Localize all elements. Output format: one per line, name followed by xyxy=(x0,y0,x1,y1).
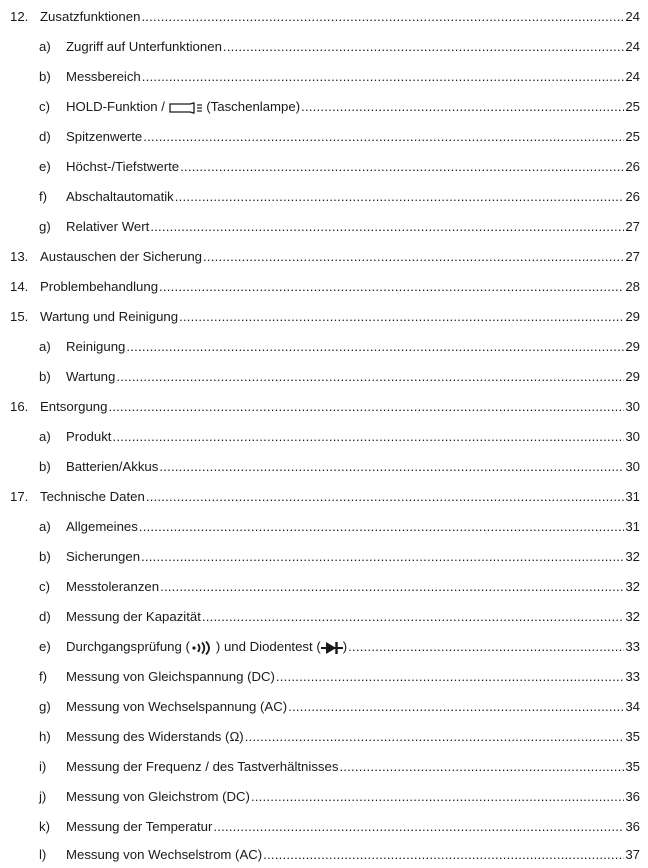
toc-title: Problembehandlung xyxy=(40,279,159,294)
toc-number: g) xyxy=(39,219,51,234)
toc-number: 16. xyxy=(10,399,29,414)
toc-number: d) xyxy=(39,129,51,144)
toc-title: Messbereich xyxy=(66,69,141,84)
toc-title: Sicherungen xyxy=(66,549,141,564)
toc-entry[interactable] xyxy=(0,307,648,327)
toc-entry[interactable] xyxy=(0,157,648,177)
toc-number: b) xyxy=(39,69,51,84)
toc-number: j) xyxy=(39,789,47,804)
toc-page: 27 xyxy=(625,249,640,264)
toc-title: Messung der Kapazität xyxy=(66,609,201,624)
toc-entry[interactable] xyxy=(0,37,648,57)
toc-page: 30 xyxy=(625,399,640,414)
toc-page: 33 xyxy=(625,669,640,684)
toc-entry[interactable] xyxy=(0,757,648,777)
toc-number: a) xyxy=(39,519,51,534)
toc-page: 35 xyxy=(625,759,640,774)
toc-entry[interactable] xyxy=(0,67,648,87)
toc-entry[interactable] xyxy=(0,817,648,837)
toc-number: e) xyxy=(39,639,51,654)
toc-number: l) xyxy=(39,847,47,862)
toc-title: Messung von Gleichspannung (DC) xyxy=(66,669,275,684)
continuity-sound-icon xyxy=(190,641,216,655)
toc-title: Batterien/Akkus xyxy=(66,459,159,474)
toc-number: g) xyxy=(39,699,51,714)
toc-entry[interactable] xyxy=(0,127,648,147)
toc-title: Messung von Wechselspannung (AC) xyxy=(66,699,288,714)
toc-title: Messung der Temperatur xyxy=(66,819,213,834)
toc-number: b) xyxy=(39,369,51,384)
toc-number: h) xyxy=(39,729,51,744)
toc-entry[interactable] xyxy=(0,337,648,357)
toc-page: 28 xyxy=(625,279,640,294)
toc-page: 29 xyxy=(625,309,640,324)
toc-title: Allgemeines xyxy=(66,519,138,534)
toc-number: a) xyxy=(39,429,51,444)
toc-number: 12. xyxy=(10,9,29,24)
toc-number: c) xyxy=(39,579,50,594)
toc-entry[interactable] xyxy=(0,787,648,807)
toc-entry[interactable] xyxy=(0,97,648,117)
toc-page: 30 xyxy=(625,429,640,444)
toc-title: Wartung xyxy=(66,369,116,384)
toc-page: 36 xyxy=(625,789,640,804)
toc-page: 35 xyxy=(625,729,640,744)
toc-entry[interactable] xyxy=(0,277,648,297)
diode-icon xyxy=(321,641,343,655)
toc-page: 34 xyxy=(625,699,640,714)
toc-entry[interactable] xyxy=(0,427,648,447)
toc-entry[interactable] xyxy=(0,457,648,477)
toc-number: 14. xyxy=(10,279,29,294)
toc-title: Produkt xyxy=(66,429,112,444)
toc-number: b) xyxy=(39,549,51,564)
toc-entry[interactable] xyxy=(0,187,648,207)
toc-page: 24 xyxy=(625,9,640,24)
toc-entry[interactable] xyxy=(0,637,648,657)
toc-number: i) xyxy=(39,759,47,774)
toc-entry[interactable] xyxy=(0,547,648,567)
toc-page: 25 xyxy=(625,129,640,144)
toc-page: 32 xyxy=(625,549,640,564)
toc-page: 31 xyxy=(625,489,640,504)
toc-number: d) xyxy=(39,609,51,624)
toc-number: 17. xyxy=(10,489,29,504)
toc-page: 33 xyxy=(625,639,640,654)
toc-number: c) xyxy=(39,99,50,114)
toc-title: HOLD-Funktion / (Taschenlampe) xyxy=(66,99,301,114)
toc-number: a) xyxy=(39,339,51,354)
toc-entry[interactable] xyxy=(0,667,648,687)
toc-page: 29 xyxy=(625,369,640,384)
toc-entry[interactable] xyxy=(0,845,648,865)
toc-title: Spitzenwerte xyxy=(66,129,143,144)
toc-title: Reinigung xyxy=(66,339,126,354)
flashlight-icon xyxy=(169,102,203,114)
toc-page: 26 xyxy=(625,159,640,174)
toc-entry[interactable] xyxy=(0,247,648,267)
toc-number: e) xyxy=(39,159,51,174)
toc-number: 13. xyxy=(10,249,29,264)
toc-number: a) xyxy=(39,39,51,54)
toc-title: Messung von Gleichstrom (DC) xyxy=(66,789,250,804)
toc-entry[interactable] xyxy=(0,517,648,537)
toc-number: k) xyxy=(39,819,50,834)
toc-title: Abschaltautomatik xyxy=(66,189,174,204)
toc-page: 37 xyxy=(625,847,640,862)
toc-title: Austauschen der Sicherung xyxy=(40,249,203,264)
toc-number: f) xyxy=(39,669,48,684)
toc-page: 32 xyxy=(625,609,640,624)
toc-title: Zugriff auf Unterfunktionen xyxy=(66,39,222,54)
toc-title: Messung der Frequenz / des Tastverhältnisses xyxy=(66,759,339,774)
toc-entry[interactable] xyxy=(0,607,648,627)
toc-entry[interactable] xyxy=(0,697,648,717)
toc-page: 30 xyxy=(625,459,640,474)
toc-entry[interactable] xyxy=(0,7,648,27)
toc-entry[interactable] xyxy=(0,727,648,747)
toc-page: 24 xyxy=(625,39,640,54)
toc-page: 31 xyxy=(625,519,640,534)
toc-entry[interactable] xyxy=(0,487,648,507)
toc-entry[interactable] xyxy=(0,577,648,597)
toc-page: 26 xyxy=(625,189,640,204)
toc-entry[interactable] xyxy=(0,397,648,417)
toc-page: 36 xyxy=(625,819,640,834)
toc-title: Messtoleranzen xyxy=(66,579,160,594)
toc-title: Technische Daten xyxy=(40,489,145,504)
toc-title: Wartung und Reinigung xyxy=(40,309,179,324)
toc-title: Relativer Wert xyxy=(66,219,150,234)
toc-entry[interactable] xyxy=(0,367,648,387)
toc-entry[interactable] xyxy=(0,217,648,237)
toc-page: 29 xyxy=(625,339,640,354)
toc-page: 24 xyxy=(625,69,640,84)
toc-title: Zusatzfunktionen xyxy=(40,9,141,24)
toc-title: Höchst-/Tiefstwerte xyxy=(66,159,180,174)
toc-page: 25 xyxy=(625,99,640,114)
toc-title: Messung des Widerstands (Ω) xyxy=(66,729,244,744)
toc-number: 15. xyxy=(10,309,29,324)
toc-page: 32 xyxy=(625,579,640,594)
toc-title: Durchgangsprüfung ( ) und Diodentest ( ) xyxy=(66,639,348,654)
toc-number: b) xyxy=(39,459,51,474)
toc-title: Messung von Wechselstrom (AC) xyxy=(66,847,263,862)
toc-number: f) xyxy=(39,189,48,204)
toc-page: 27 xyxy=(625,219,640,234)
toc-title: Entsorgung xyxy=(40,399,108,414)
